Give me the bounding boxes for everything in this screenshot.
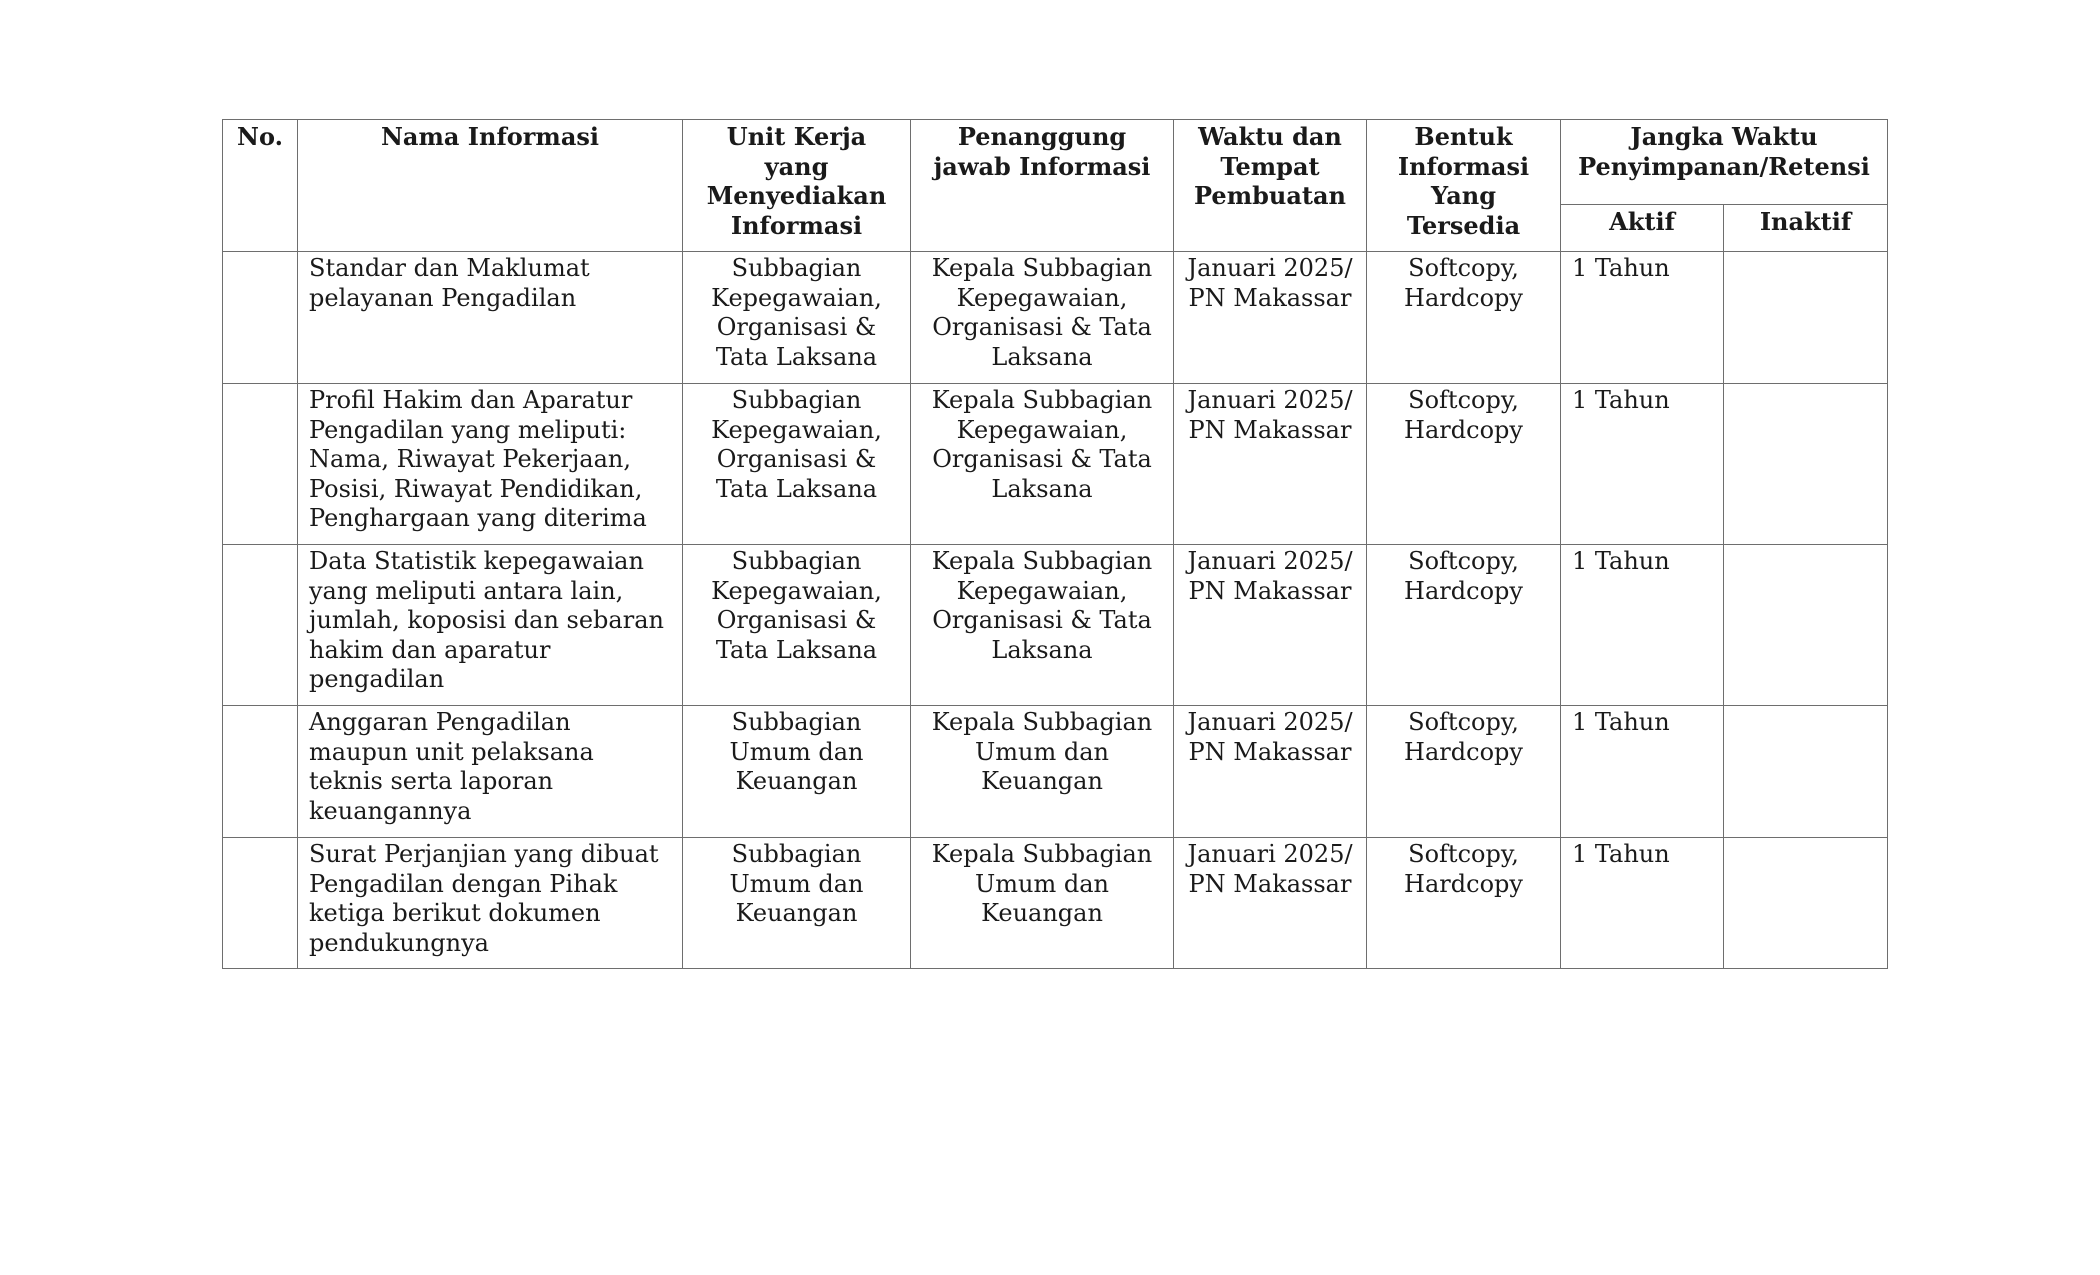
cell-no bbox=[223, 384, 298, 545]
cell-aktif: 1 Tahun bbox=[1561, 252, 1724, 384]
cell-unit-kerja: Subbagian Kepegawaian, Organisasi & Tata Laksana bbox=[683, 252, 911, 384]
cell-nama-informasi: Data Statistik kepegawaian yang meliputi antara lain, jumlah, koposisi dan sebaran hakim dan aparatur pengadilan bbox=[298, 545, 683, 706]
cell-bentuk-informasi: Softcopy, Hardcopy bbox=[1367, 384, 1561, 545]
table-row bbox=[223, 838, 1888, 969]
cell-waktu-tempat: Januari 2025/ PN Makassar bbox=[1174, 252, 1367, 384]
header-inaktif: Inaktif bbox=[1724, 205, 1888, 252]
cell-aktif: 1 Tahun bbox=[1561, 838, 1724, 969]
cell-nama-informasi: Surat Perjanjian yang dibuat Pengadilan dengan Pihak ketiga berikut dokumen pendukungnya bbox=[298, 838, 683, 969]
cell-waktu-tempat: Januari 2025/ PN Makassar bbox=[1174, 384, 1367, 545]
cell-bentuk-informasi: Softcopy, Hardcopy bbox=[1367, 706, 1561, 838]
cell-nama-informasi: Profil Hakim dan Aparatur Pengadilan yang meliputi: Nama, Riwayat Pekerjaan, Posisi, Riwayat Pendidikan, Penghargaan yang diterima bbox=[298, 384, 683, 545]
table-row bbox=[223, 384, 1888, 545]
header-no: No. bbox=[223, 120, 298, 252]
cell-penanggung-jawab: Kepala Subbagian Kepegawaian, Organisasi & Tata Laksana bbox=[911, 545, 1174, 706]
cell-nama-informasi: Standar dan Maklumat pelayanan Pengadilan bbox=[298, 252, 683, 384]
table-row bbox=[223, 706, 1888, 838]
header-unit-kerja: Unit Kerja yang Menyediakan Informasi bbox=[683, 120, 911, 252]
cell-penanggung-jawab: Kepala Subbagian Kepegawaian, Organisasi & Tata Laksana bbox=[911, 384, 1174, 545]
cell-bentuk-informasi: Softcopy, Hardcopy bbox=[1367, 838, 1561, 969]
cell-penanggung-jawab: Kepala Subbagian Umum dan Keuangan bbox=[911, 706, 1174, 838]
cell-unit-kerja: Subbagian Kepegawaian, Organisasi & Tata Laksana bbox=[683, 384, 911, 545]
header-row bbox=[223, 120, 1888, 205]
cell-waktu-tempat: Januari 2025/ PN Makassar bbox=[1174, 706, 1367, 838]
cell-no bbox=[223, 838, 298, 969]
header-penanggung-jawab: Penanggung jawab Informasi bbox=[911, 120, 1174, 252]
cell-unit-kerja: Subbagian Umum dan Keuangan bbox=[683, 706, 911, 838]
header-waktu-tempat: Waktu dan Tempat Pembuatan bbox=[1174, 120, 1367, 252]
cell-aktif: 1 Tahun bbox=[1561, 384, 1724, 545]
cell-inaktif bbox=[1724, 706, 1888, 838]
header-bentuk-informasi: Bentuk Informasi Yang Tersedia bbox=[1367, 120, 1561, 252]
cell-waktu-tempat: Januari 2025/ PN Makassar bbox=[1174, 838, 1367, 969]
information-table bbox=[222, 119, 1888, 969]
table-row bbox=[223, 545, 1888, 706]
cell-unit-kerja: Subbagian Umum dan Keuangan bbox=[683, 838, 911, 969]
cell-aktif: 1 Tahun bbox=[1561, 545, 1724, 706]
header-nama-informasi: Nama Informasi bbox=[298, 120, 683, 252]
cell-nama-informasi: Anggaran Pengadilan maupun unit pelaksana teknis serta laporan keuangannya bbox=[298, 706, 683, 838]
table-row bbox=[223, 252, 1888, 384]
cell-bentuk-informasi: Softcopy, Hardcopy bbox=[1367, 252, 1561, 384]
cell-aktif: 1 Tahun bbox=[1561, 706, 1724, 838]
cell-inaktif bbox=[1724, 545, 1888, 706]
cell-penanggung-jawab: Kepala Subbagian Umum dan Keuangan bbox=[911, 838, 1174, 969]
cell-unit-kerja: Subbagian Kepegawaian, Organisasi & Tata Laksana bbox=[683, 545, 911, 706]
cell-no bbox=[223, 706, 298, 838]
header-aktif: Aktif bbox=[1561, 205, 1724, 252]
cell-no bbox=[223, 545, 298, 706]
cell-inaktif bbox=[1724, 252, 1888, 384]
header-jangka-waktu: Jangka Waktu Penyimpanan/Retensi bbox=[1561, 120, 1888, 205]
cell-penanggung-jawab: Kepala Subbagian Kepegawaian, Organisasi & Tata Laksana bbox=[911, 252, 1174, 384]
cell-inaktif bbox=[1724, 384, 1888, 545]
cell-waktu-tempat: Januari 2025/ PN Makassar bbox=[1174, 545, 1367, 706]
cell-bentuk-informasi: Softcopy, Hardcopy bbox=[1367, 545, 1561, 706]
cell-no bbox=[223, 252, 298, 384]
cell-inaktif bbox=[1724, 838, 1888, 969]
